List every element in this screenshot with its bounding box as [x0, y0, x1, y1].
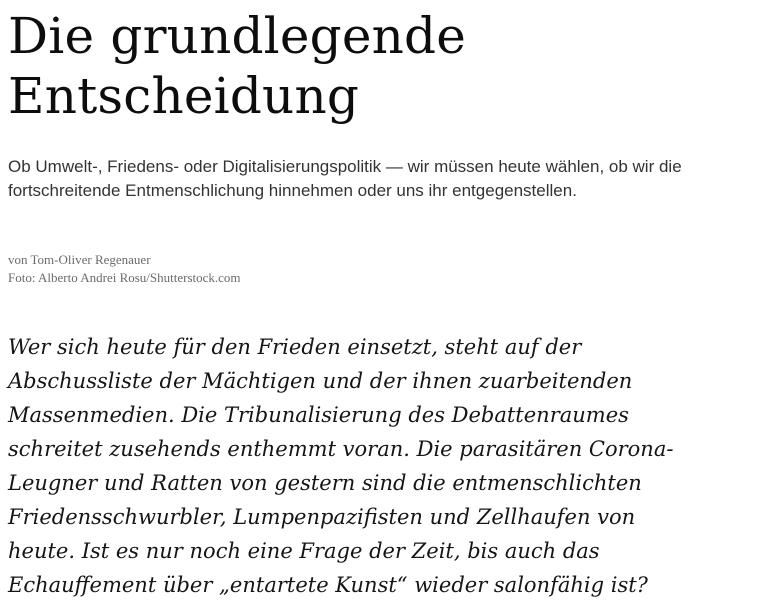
- article-lead: Ob Umwelt-, Friedens- oder Digitalisierungspolitik — wir müssen heute wählen, ob wir die fortschreitende Entmenschlichung hinnehmen oder uns ihr entgegenstellen.: [8, 157, 682, 200]
- article-meta: [8, 251, 241, 287]
- article-body: Wer sich heute für den Frieden einsetzt, steht auf der Abschussliste der Mächtigen und der ihnen zuarbeitenden Massenmedien. Die Tribunalisierung des Debattenraumes schreitet zusehends enthemmt voran. Die parasitären Corona-Leugner und Ratten von gestern sind die entmenschlichten Friedensschwurbler, Lumpenpazifisten und Zellhaufen von heute. Ist es nur noch eine Frage der Zeit, bis auch das Echauffement über „entartete Kunst“ wieder salonfähig ist?: [8, 335, 674, 597]
- author-byline: von Tom-Oliver Regenauer: [8, 252, 151, 267]
- photo-credit: Foto: Alberto Andrei Rosu/Shutterstock.com: [8, 270, 241, 285]
- article: [8, 0, 768, 597]
- article-headline: [8, 0, 768, 126]
- headline-line-1: Die grundlegende: [8, 7, 467, 65]
- headline-line-2: Entscheidung: [8, 67, 360, 125]
